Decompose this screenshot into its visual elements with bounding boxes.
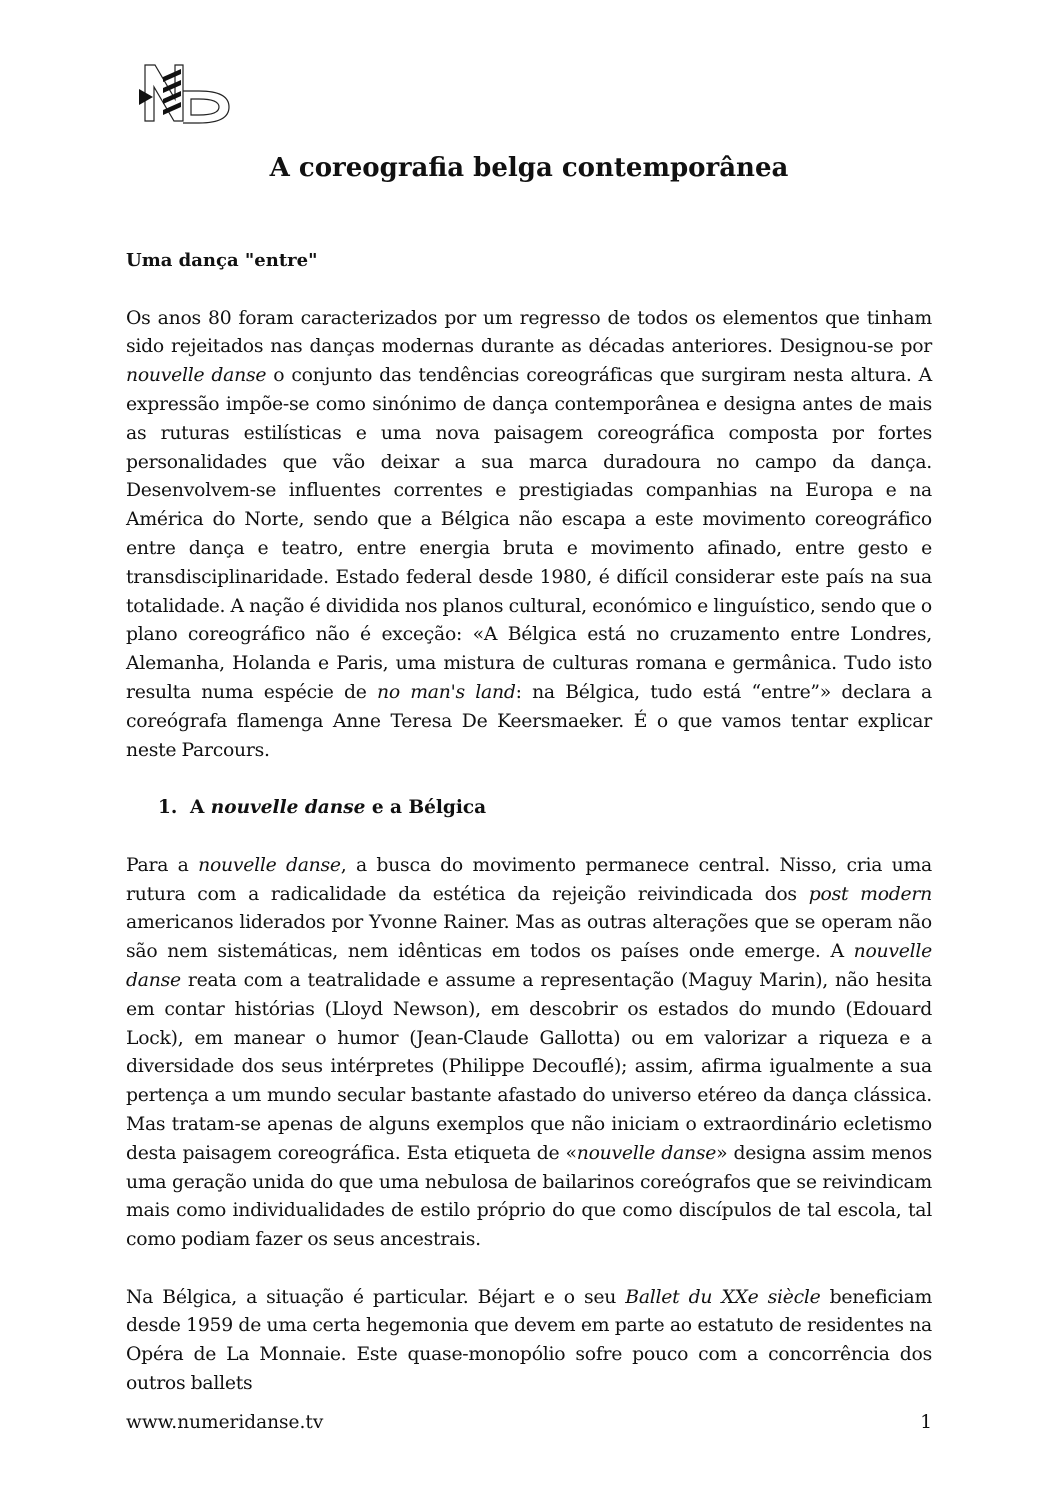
footer-url: www.numeridanse.tv [126, 1412, 324, 1433]
subheading: Uma dança "entre" [126, 250, 318, 271]
section-heading-1: 1. A nouvelle danse e a Bélgica [126, 794, 932, 823]
paragraph-intro: Os anos 80 foram caracterizados por um regresso de todos os elementos que tinham sido rejeitados nas danças modernas durante as décadas anteriores. Designou-se por nouvelle danse o conjunto das tendências coreográficas que surgiram nesta altura. A expressão impõe-se como sinónimo de dança contemporânea e designa antes de mais as ruturas estilísticas e uma nova paisagem coreográfica composta por fortes personalidades que vão deixar a sua marca duradoura no campo da dança. Desenvolvem-se influentes correntes e prestigiadas companhias na Europa e na América do Norte, sendo que a Bélgica não escapa a este movimento coreográfico entre dança e teatro, entre energia bruta e movimento afinado, entre gesto e transdisciplinaridade. Estado federal desde 1980, é difícil considerar este país na sua totalidade. A nação é dividida nos planos cultural, económico e linguístico, sendo que o plano coreográfico não é exceção: «A Bélgica está no cruzamento entre Londres, Alemanha, Holanda e Paris, uma mistura de culturas romana e germânica. Tudo isto resulta numa espécie de no man's land: na Bélgica, tudo está “entre”» declara a coreógrafa flamenga Anne Teresa De Keersmaeker. É o que vamos tentar explicar neste Parcours. [126, 307, 933, 761]
paragraph-nouvelle-danse: Para a nouvelle danse, a busca do movimento permanece central. Nisso, cria uma rutura com a radicalidade da estética da rejeição reivindicada dos post modern americanos liderados por Yvonne Rainer. Mas as outras alterações que se operam não são nem sistemáticas, nem idênticas em todos os países onde emerge. A nouvelle danse reata com a teatralidade e assume a representação (Maguy Marin), não hesita em contar histórias (Lloyd Newson), em descobrir os estados do mundo (Edouard Lock), em manear o humor (Jean-Claude Gallotta) ou em valorizar a riqueza e a diversidade dos seus intérpretes (Philippe Decouflé); assim, afirma igualmente a sua pertença a um mundo secular bastante afastado do universo etéreo da dança clássica. Mas tratam-se apenas de alguns exemplos que não iniciam o extraordinário ecletismo desta paisagem coreográfica. Esta etiqueta de «nouvelle danse» designa assim menos uma geração unida do que uma nebulosa de bailarinos coreógrafos que se reivindicam mais como individualidades de estilo próprio do que como discípulos de tal escola, tal como podiam fazer os seus ancestrais. [126, 854, 932, 1251]
section-number: 1. [158, 797, 178, 819]
document-body [126, 247, 932, 1428]
document-title: A coreografia belga contemporânea [269, 153, 789, 183]
page-number: 1 [920, 1412, 932, 1433]
nd-logo-icon [137, 63, 233, 125]
paragraph-belgica: Na Bélgica, a situação é particular. Béjart e o seu Ballet du XXe siècle beneficiam desde 1959 de uma certa hegemonia que devem em parte ao estatuto de residentes na Opéra de La Monnaie. Este quase-monopólio sofre pouco com a concorrência dos outros ballets [126, 1286, 933, 1395]
